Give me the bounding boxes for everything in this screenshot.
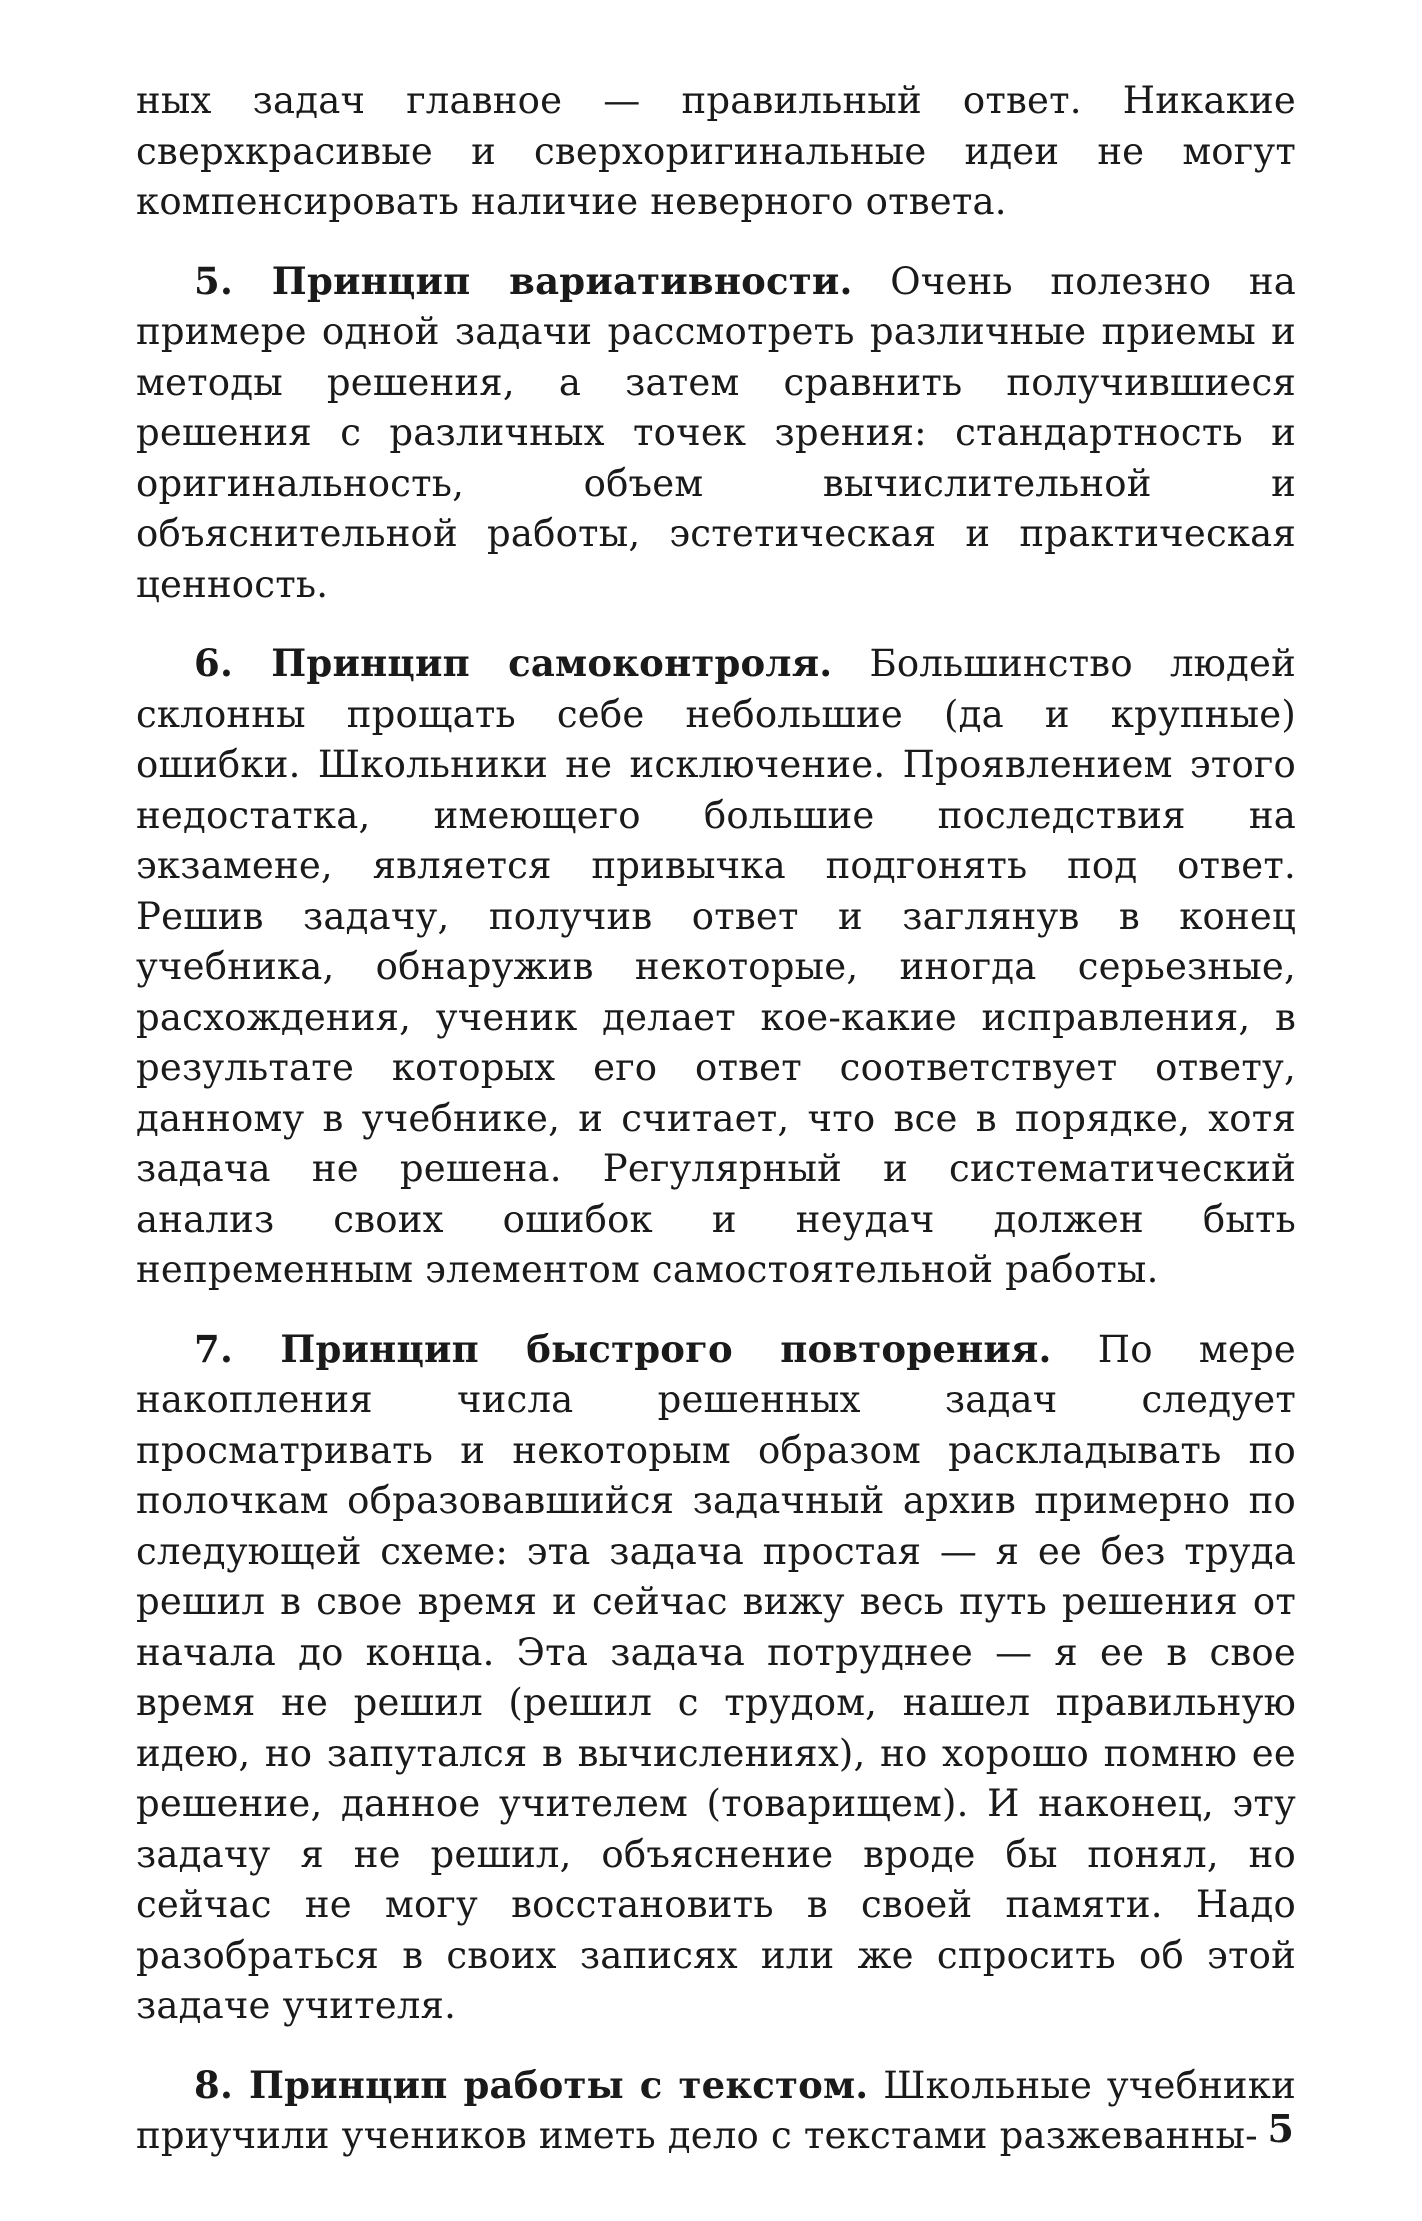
paragraph-text: ных задач главное — правильный ответ. Никакие сверхкрасивые и сверхоригинальные идеи не могут компенсировать наличие неверного ответа. (136, 79, 1296, 223)
paragraph-text: Очень полезно на примере одной задачи рассмотреть различные приемы и методы решения, а затем сравнить получившиеся решения с различных точек зрения: стандартность и оригинальность, объем вычислительной и объяснительной работы, эстетическая и практическая ценность. (136, 259, 1296, 606)
paragraph-heading: 6. Принцип самоконтроля. (194, 641, 833, 685)
paragraph-continuation (136, 76, 1296, 228)
page-number: 5 (1267, 2106, 1294, 2151)
paragraph-principle-6 (136, 638, 1296, 1296)
paragraph-principle-7 (136, 1324, 1296, 2032)
paragraph-principle-5 (136, 256, 1296, 611)
paragraph-text: По мере накопления числа решенных задач следует просматривать и некоторым образом раскладывать по полочкам образовавшийся задачный архив примерно по следующей схеме: эта задача простая — я ее без труда решил в свое время и сейчас вижу весь путь решения от начала до конца. Эта задача потруднее — я ее в свое время не решил (решил с трудом, нашел правильную идею, но запутался в вычислениях), но хорошо помню ее решение, данное учителем (товарищем). И наконец, эту задачу я не решил, объяснение вроде бы понял, но сейчас не могу восстановить в своей памяти. Надо разобраться в своих записях или же спросить об этой задаче учителя. (136, 1327, 1296, 2027)
paragraph-heading: 8. Принцип работы с текстом. (194, 2062, 869, 2107)
paragraph-heading: 7. Принцип быстрого повторения. (194, 1326, 1052, 1371)
paragraph-text: Большинство людей склонны прощать себе небольшие (да и крупные) ошибки. Школьники не исключение. Проявлением этого недостатка, имеющего большие последствия на экзамене, является привычка подгонять под ответ. Решив задачу, получив ответ и заглянув в конец учебника, обнаружив некоторые, иногда серьезные, расхождения, ученик делает кое-какие исправления, в результате которых его ответ соответствует ответу, данному в учебнике, и считает, что все в порядке, хотя задача не решена. Регулярный и систематический анализ своих ошибок и неудач должен быть непременным элементом самостоятельной работы. (136, 642, 1296, 1291)
paragraph-heading: 5. Принцип вариативности. (194, 258, 853, 303)
paragraph-text: Школьные учебники приучили учеников иметь дело с текстами разжеванны- (136, 2063, 1296, 2157)
page-body-text (136, 76, 1296, 2162)
paragraph-principle-8 (136, 2060, 1296, 2162)
